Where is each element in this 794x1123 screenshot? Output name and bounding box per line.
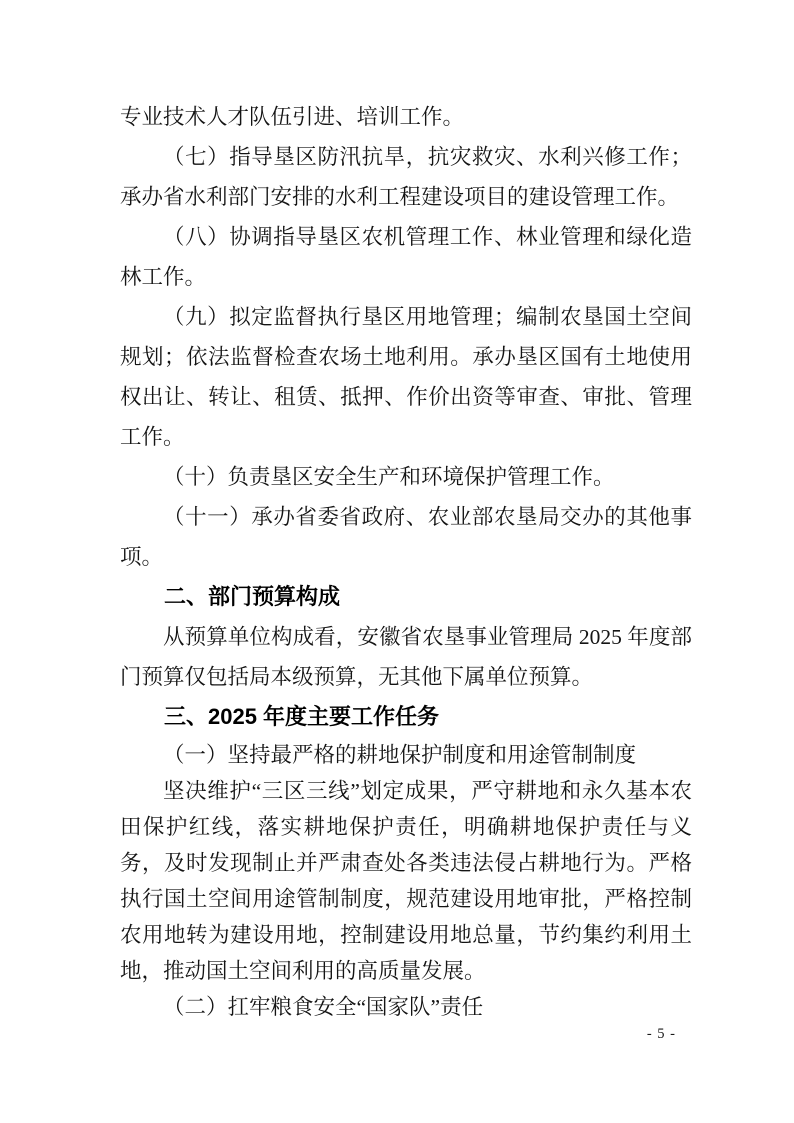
section-heading-main-tasks: 三、2025 年度主要工作任务 [164,704,440,729]
paragraph-continued: 专业技术人才队伍引进、培训工作。 [120,105,465,129]
paragraph-task-1-detail: 坚决维护“三区三线”划定成果，严守耕地和永久基本农田保护红线，落实耕地保护责任，明确耕地保护责任与义务，及时发现制止并严肃查处各类违法侵占耕地行为。严格执行国土空间用途管制制度，规范建设用地审批，严格控制农用地转为建设用地，控制建设用地总量，节约集约利用土地，推动国土空间利用的高质量发展。 [120,779,692,983]
section-heading-budget-composition: 二、部门预算构成 [164,584,341,609]
document-body [120,97,692,1025]
paragraph-item-10: （十）负责垦区安全生产和环境保护管理工作。 [163,465,615,489]
paragraph-item-9: （九）拟定监督执行垦区用地管理；编制农垦国土空间规划；依法监督检查农场土地利用。承办垦区国有土地使用权出让、转让、租赁、抵押、作价出资等审查、审批、管理工作。 [120,305,692,449]
page-number: - 5 - [646,1026,676,1042]
sub-heading-task-1: （一）坚持最严格的耕地保护制度和用途管制制度 [163,743,637,767]
paragraph-budget-composition: 从预算单位构成看，安徽省农垦事业管理局 2025 年度部门预算仅包括局本级预算，无其他下属单位预算。 [120,625,692,689]
sub-heading-task-2: （二）扛牢粮食安全“国家队”责任 [163,995,484,1019]
paragraph-item-7: （七）指导垦区防汛抗旱，抗灾救灾、水利兴修工作；承办省水利部门安排的水利工程建设项目的建设管理工作。 [120,145,692,209]
paragraph-item-11: （十一）承办省委省政府、农业部农垦局交办的其他事项。 [120,505,692,569]
paragraph-item-8: （八）协调指导垦区农机管理工作、林业管理和绿化造林工作。 [120,225,692,289]
